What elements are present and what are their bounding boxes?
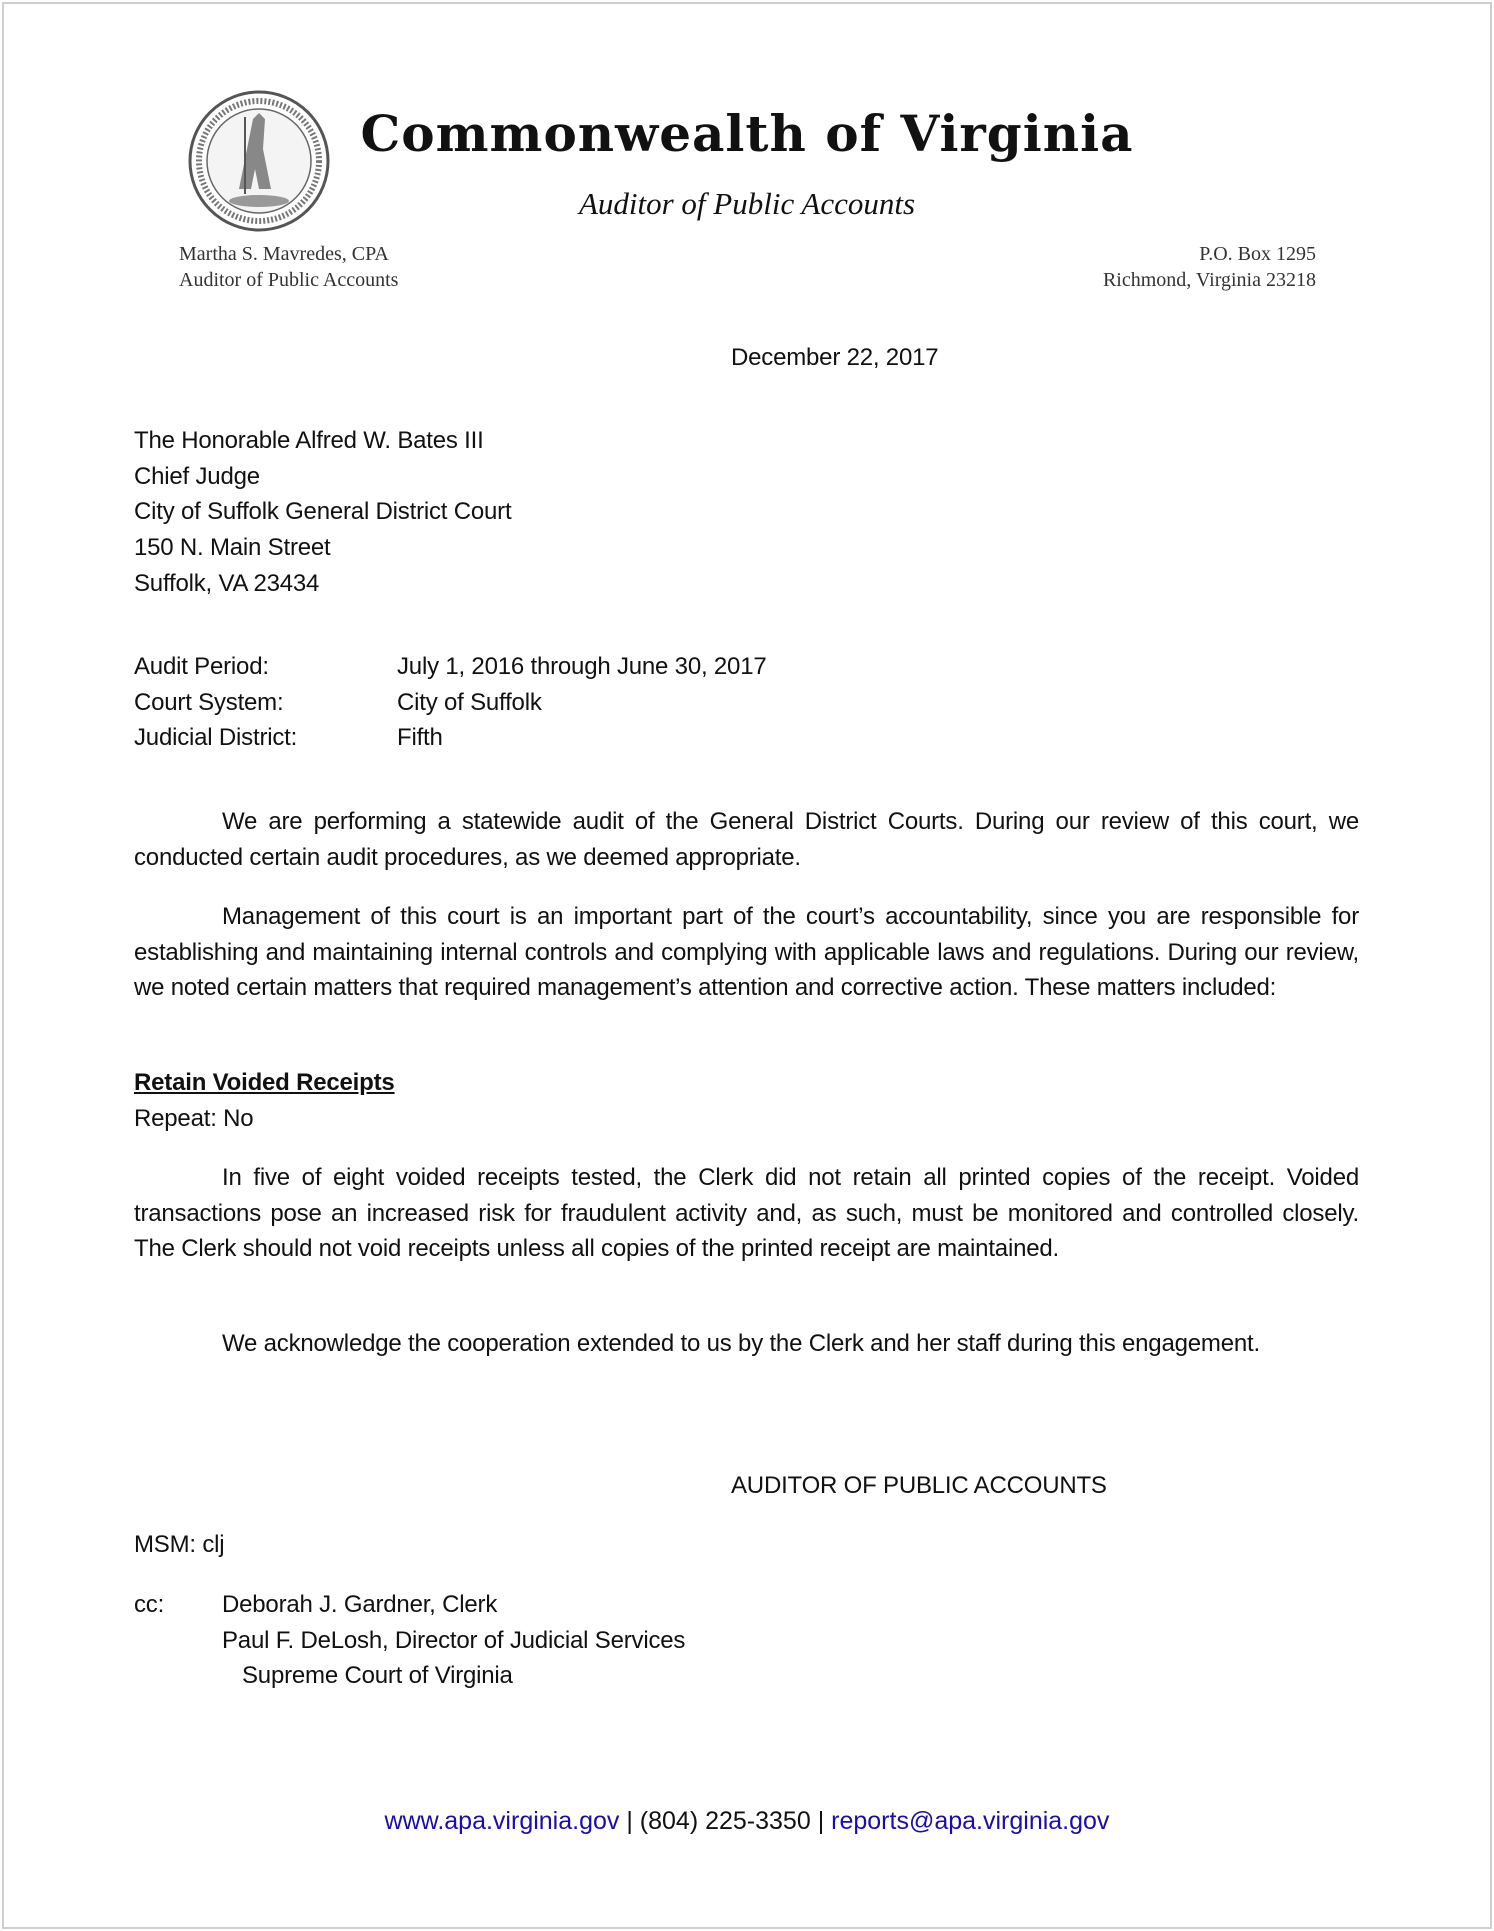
letter-date: December 22, 2017 xyxy=(731,344,939,371)
city-state: Richmond, Virginia 23218 xyxy=(1102,269,1316,291)
website-link[interactable]: www.apa.virginia.gov xyxy=(384,1807,620,1835)
recipient-line: Suffolk, VA 23434 xyxy=(134,569,320,597)
detail-label: Audit Period: xyxy=(134,653,269,680)
recipient-address xyxy=(134,423,511,602)
office-address-block xyxy=(1103,241,1316,293)
email-link[interactable]: reports@apa.virginia.gov xyxy=(831,1807,1110,1835)
cc-label: cc: xyxy=(134,1591,165,1618)
separator: | xyxy=(810,1807,832,1835)
paragraph-intro: We are performing a statewide audit of the General District Courts. During our review of this court, we conducted certain audit procedures, as we deemed appropriate. xyxy=(134,808,1359,871)
letterhead-title: Commonwealth of Virginia xyxy=(360,104,1134,163)
initials: MSM: clj xyxy=(134,1531,225,1558)
auditor-name: Martha S. Mavredes, CPA xyxy=(179,243,389,265)
finding-repeat: Repeat: No xyxy=(134,1105,254,1132)
detail-value: City of Suffolk xyxy=(397,688,542,716)
po-box: P.O. Box 1295 xyxy=(1199,243,1316,265)
separator: | xyxy=(619,1807,640,1835)
cc-recipient: Deborah J. Gardner, Clerk xyxy=(222,1591,498,1618)
paragraph-closing: We acknowledge the cooperation extended to us by the Clerk and her staff during this engagement. xyxy=(222,1330,1260,1357)
auditor-title: Auditor of Public Accounts xyxy=(179,269,399,291)
paragraph-management: Management of this court is an important part of the court’s accountability, since you are responsible for establishing and maintaining internal controls and complying with applicable laws and regulations. During our review, we noted certain matters that required management’s attention and corrective action. These matters included: xyxy=(134,903,1359,1002)
finding-text: In five of eight voided receipts tested, the Clerk did not retain all printed copies of the receipt. Voided transactions pose an increased risk for fraudulent activity and, as such, must be monitored and controlled closely. The Clerk should not void receipts unless all copies of the printed receipt are maintained. xyxy=(134,1164,1359,1263)
phone-number: (804) 225-3350 xyxy=(639,1807,811,1835)
detail-value: July 1, 2016 through June 30, 2017 xyxy=(397,653,767,680)
recipient-line: City of Suffolk General District Court xyxy=(134,498,512,526)
finding-heading: Retain Voided Receipts xyxy=(134,1069,395,1096)
signature-block: AUDITOR OF PUBLIC ACCOUNTS xyxy=(731,1472,1107,1499)
cc-recipient: Supreme Court of Virginia xyxy=(242,1662,513,1690)
cc-recipient: Paul F. DeLosh, Director of Judicial Services xyxy=(222,1626,686,1654)
detail-label: Judicial District: xyxy=(134,724,298,752)
detail-value: Fifth xyxy=(397,724,443,752)
recipient-line: 150 N. Main Street xyxy=(134,534,331,562)
footer-contact xyxy=(0,1807,1494,1836)
letterhead-subtitle: Auditor of Public Accounts xyxy=(578,186,916,221)
auditor-name-block xyxy=(179,241,398,293)
recipient-line: The Honorable Alfred W. Bates III xyxy=(134,427,484,454)
detail-label: Court System: xyxy=(134,688,284,716)
audit-details xyxy=(134,649,767,756)
cc-list xyxy=(222,1587,685,1694)
recipient-line: Chief Judge xyxy=(134,462,260,490)
